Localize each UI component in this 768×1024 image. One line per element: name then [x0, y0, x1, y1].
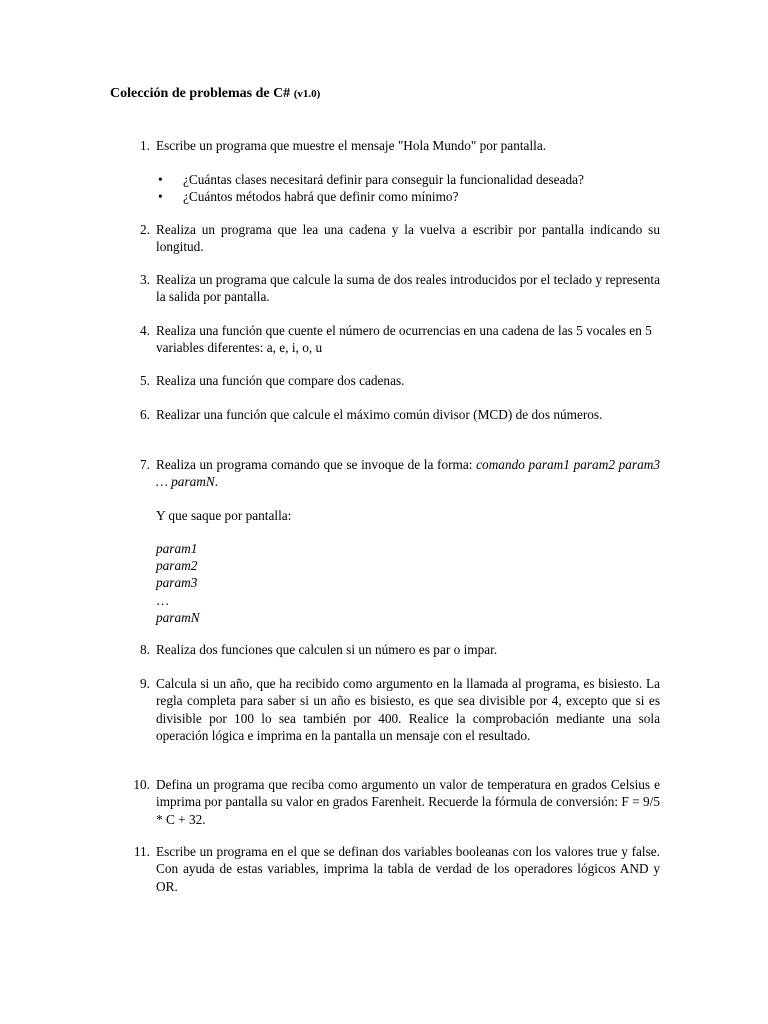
problem-number: 8. [140, 642, 150, 657]
param-line: param1 [156, 541, 198, 556]
param-line: param3 [156, 575, 198, 591]
problem-text: Escribe un programa que muestre el mensaje "Hola Mundo" por pantalla. [156, 138, 547, 153]
problem-text [156, 456, 660, 491]
problem-text: Realizar una función que calcule el máximo común divisor (MCD) de dos números. [156, 407, 603, 422]
problem-7-output-intro [156, 507, 656, 524]
problem-7-params [156, 540, 656, 626]
list-item [156, 188, 656, 205]
problem-number: 4. [140, 323, 150, 338]
problem-1-questions [156, 171, 656, 205]
document-title [110, 86, 320, 102]
problem-number: 2. [140, 222, 150, 237]
list-item [156, 171, 656, 188]
problem-text: Realiza una función que compare dos cadenas. [156, 373, 405, 388]
bullet-icon: • [158, 172, 163, 187]
problem-text: Realiza un programa que lea una cadena y la vuelva a escribir por pantalla indicando su longitud. [156, 222, 660, 255]
output-intro-text: Y que saque por pantalla: [156, 508, 292, 523]
title-main: Colección de problemas de C# [110, 86, 291, 101]
problem-text-main: Realiza un programa comando que se invoque de la forma: [156, 457, 473, 472]
param-line: param2 [156, 558, 198, 574]
problem-number: 11. [133, 844, 150, 859]
problem-number: 9. [140, 676, 150, 691]
problem-text-end: . [214, 474, 219, 490]
question-text: ¿Cuántos métodos habrá que definir como mínimo? [183, 189, 459, 204]
question-text: ¿Cuántas clases necesitará definir para conseguir la funcionalidad deseada? [183, 172, 584, 187]
problem-text: Calcula si un año, que ha recibido como argumento en la llamada al programa, es bisiesto. La regla completa para saber si un año es bisiesto, es que sea divisible por 4, excepto que si es divisible por 100 lo sea también por 400. Realice la comprobación mediante una sola operación lógica e imprima en la pantalla un mensaje con el resultado. [156, 676, 660, 743]
problem-number: 1. [140, 138, 150, 153]
problem-number: 6. [140, 407, 150, 422]
problem-text: Realiza dos funciones que calculen si un número es par o impar. [156, 642, 498, 657]
bullet-icon: • [158, 189, 163, 204]
title-version: (v1.0) [293, 88, 321, 100]
problem-number: 5. [140, 373, 150, 388]
problem-text: Escribe un programa en el que se definan dos variables booleanas con los valores true y false. Con ayuda de estas variables, imprima la tabla de verdad de los operadores lógicos AND y OR. [156, 844, 660, 894]
problem-number: 7. [140, 457, 150, 472]
command-syntax: comando param1 param2 param3 … paramN [156, 457, 660, 490]
problem-text: Realiza un programa que calcule la suma de dos reales introducidos por el teclado y representa la salida por pantalla. [156, 272, 660, 305]
problem-text: Defina un programa que reciba como argumento un valor de temperatura en grados Celsius e imprima por pantalla su valor en grados Farenheit. Recuerde la fórmula de conversión: F = 9/5 * C + 32. [156, 777, 660, 827]
problem-number: 3. [140, 272, 150, 287]
param-ellipsis: … [156, 592, 170, 608]
param-line: paramN [156, 609, 200, 625]
problem-number: 10. [133, 777, 150, 792]
problem-text: Realiza una función que cuente el número de ocurrencias en una cadena de las 5 vocales en 5 variables diferentes: a, e, i, o, u [156, 323, 652, 356]
